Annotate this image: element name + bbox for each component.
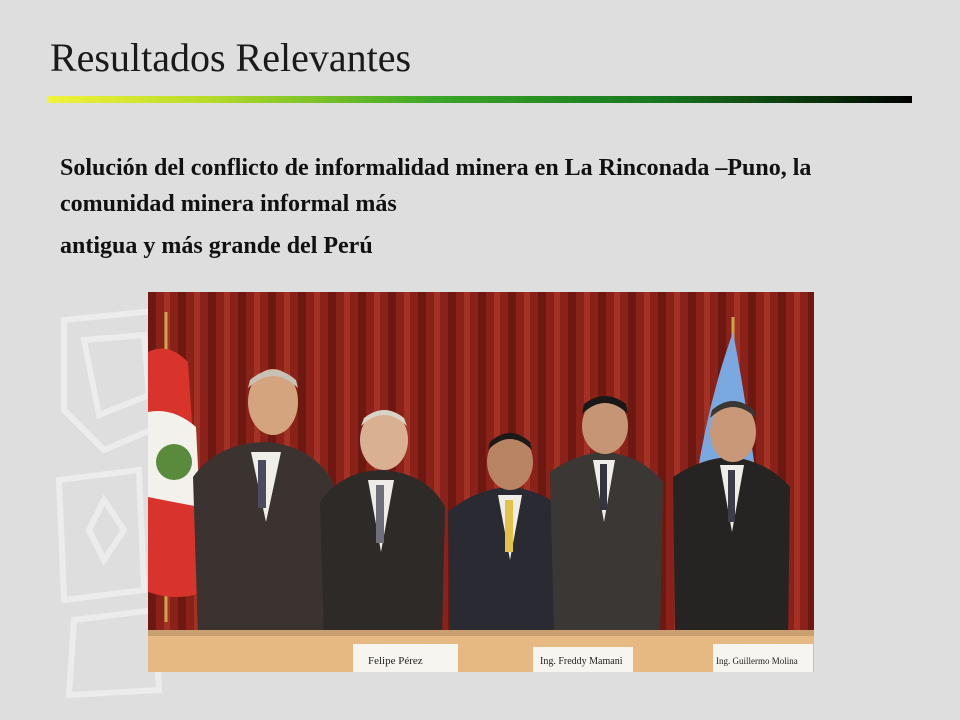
slide-subtitle — [60, 150, 820, 264]
slide-title: Resultados Relevantes — [50, 35, 412, 80]
subtitle-line-1: Solución del conflicto de informalidad minera en La Rinconada –Puno, la comunidad minera informal más — [60, 155, 812, 217]
subtitle-line-2: antigua y más grande del Perú — [60, 233, 373, 259]
svg-text:Ing. Freddy Mamani: Ing. Freddy Mamani — [540, 656, 623, 667]
svg-text:Ing. Guillermo Molina: Ing. Guillermo Molina — [716, 656, 798, 666]
nameplate-1 — [353, 644, 458, 672]
title-underline — [48, 96, 912, 103]
svg-text:Felipe Pérez: Felipe Pérez — [368, 655, 423, 667]
group-photo-illustration — [148, 292, 814, 672]
nameplate-3 — [713, 644, 813, 672]
group-photo — [148, 292, 814, 672]
nameplate-2 — [533, 647, 633, 672]
